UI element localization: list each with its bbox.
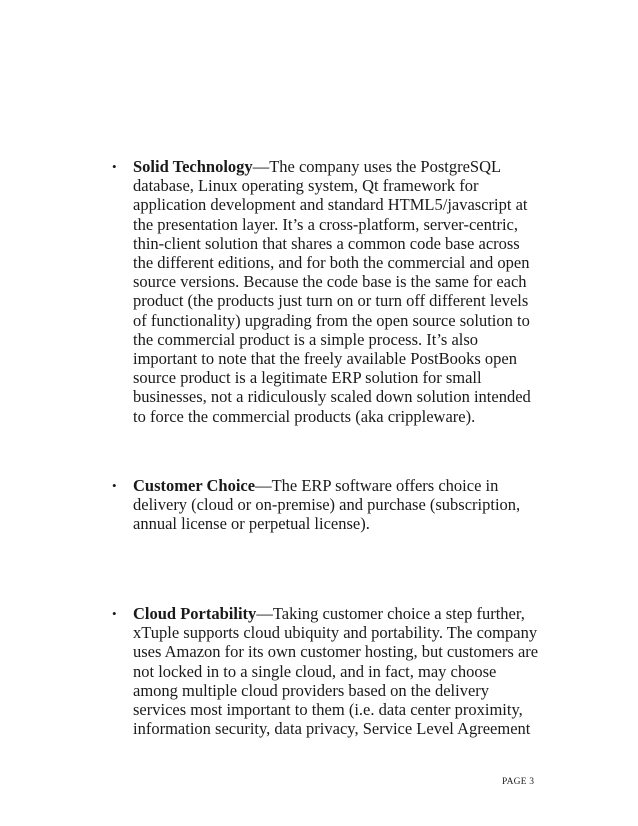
bullet-icon: • <box>112 478 117 493</box>
body-line: important to note that the freely available PostBooks open <box>133 349 517 369</box>
body-line: of functionality) upgrading from the open source solution to <box>133 310 530 330</box>
bullet-first-line <box>133 476 543 495</box>
body-line: the presentation layer. It’s a cross-platform, server-centric, <box>133 214 518 234</box>
bullet-first-line <box>133 157 543 176</box>
body-line: source product is a legitimate ERP solution for small <box>133 368 482 388</box>
body-line: application development and standard HTML5/javascript at <box>133 195 528 215</box>
body-line: services most important to them (i.e. data center proximity, <box>133 700 523 720</box>
body-line: database, Linux operating system, Qt framework for <box>133 176 479 196</box>
body-line: businesses, not a ridiculously scaled down solution intended <box>133 387 531 407</box>
bullet-first-line-text: —The company uses the PostgreSQL <box>252 157 502 176</box>
page-number: PAGE 3 <box>502 777 535 787</box>
bullet-text <box>133 157 543 426</box>
body-line: delivery (cloud or on-premise) and purchase (subscription, <box>133 495 521 515</box>
body-line: source versions. Because the code base is the same for each <box>133 272 527 292</box>
body-line: the different editions, and for both the commercial and open <box>133 253 530 273</box>
bullet-heading: Customer Choice <box>133 476 256 495</box>
body-line: uses Amazon for its own customer hosting, but customers are <box>133 642 539 662</box>
body-line: to force the commercial products (aka crippleware). <box>133 406 476 426</box>
bullet-first-line <box>133 604 543 623</box>
body-line: the commercial product is a simple process. It’s also <box>133 329 479 349</box>
body-line: annual license or perpetual license). <box>133 514 370 534</box>
bullet-heading: Solid Technology <box>133 157 253 176</box>
body-line: among multiple cloud providers based on the delivery <box>133 680 490 700</box>
bullet-first-line-text: —The ERP software offers choice in <box>255 476 499 495</box>
bullet-icon: • <box>112 606 117 621</box>
body-line: xTuple supports cloud ubiquity and portability. The company <box>133 623 538 643</box>
bullet-first-line-text: —Taking customer choice a step further, <box>256 604 525 623</box>
bullet-icon: • <box>112 159 117 174</box>
bullet-text <box>133 476 543 534</box>
body-line: thin-client solution that shares a common code base across <box>133 233 520 253</box>
bullet-heading: Cloud Portability <box>133 604 257 623</box>
body-line: product (the products just turn on or turn off different levels <box>133 291 529 311</box>
body-line: information security, data privacy, Service Level Agreement <box>133 719 531 739</box>
body-line: not locked in to a single cloud, and in fact, may choose <box>133 661 497 681</box>
bullet-text <box>133 604 543 738</box>
